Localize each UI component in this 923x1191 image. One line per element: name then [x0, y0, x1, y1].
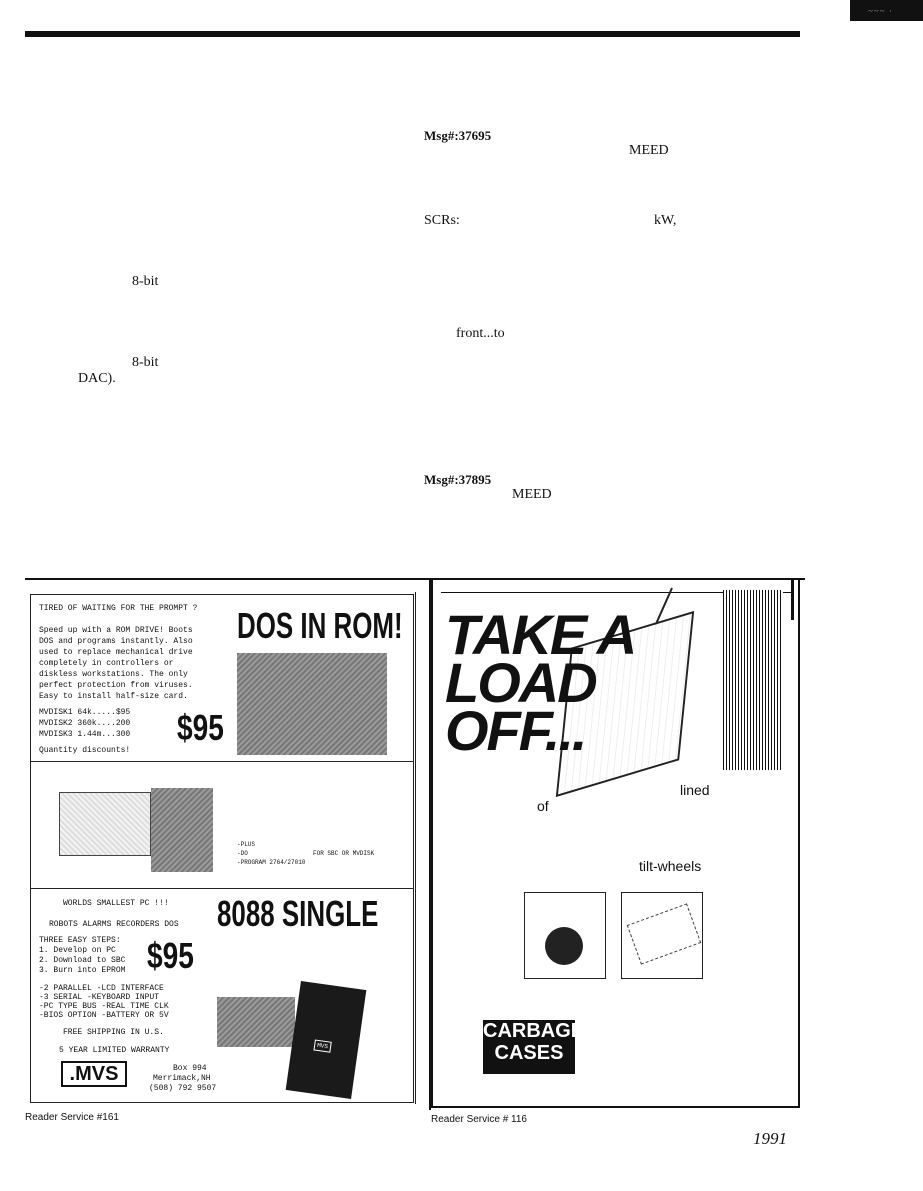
price-line: MVDISK2 360k....200	[39, 719, 131, 728]
price-tag: $95	[177, 707, 224, 748]
device-label: MVS	[313, 1039, 331, 1052]
ad-line: TIRED OF WAITING FOR THE PROMPT ?	[39, 604, 198, 613]
ad-line: DOS and programs instantly. Also	[39, 637, 193, 646]
programmer-line: -DO	[237, 850, 248, 857]
ad-line: ROBOTS ALARMS RECORDERS DOS	[49, 920, 179, 929]
keyboard-photo	[217, 997, 295, 1047]
ad-line: Easy to install half-size card.	[39, 692, 188, 701]
reader-service-161: Reader Service #161	[25, 1112, 119, 1123]
mvs-logo: .MVS	[61, 1061, 127, 1087]
programmer-line: -PROGRAM 2764/27010	[237, 859, 306, 866]
warranty-note: 5 YEAR LIMITED WARRANTY	[59, 1046, 170, 1055]
address-line: (508) 792 9507	[149, 1084, 217, 1093]
wheel-detail-illustration	[524, 892, 606, 979]
programmer-line: -PLUS	[237, 841, 256, 848]
text-of: of	[537, 798, 549, 814]
wheel-icon	[545, 927, 583, 965]
feature-line: -PC TYPE BUS -REAL TIME CLK	[39, 1002, 169, 1011]
text-kw: kW,	[654, 213, 677, 228]
text-scrs: SCRs:	[424, 213, 460, 228]
text-8bit-2: 8-bit	[132, 355, 159, 370]
text-front: front...to	[456, 326, 505, 341]
garbage-cases-logo	[483, 1020, 585, 1074]
step-line: 3. Burn into EPROM	[39, 966, 126, 975]
headline-line: LOAD	[445, 651, 596, 714]
dos-in-rom-headline: DOS IN ROM!	[237, 605, 403, 646]
price-tag: $95	[147, 935, 194, 976]
garbage-cases-advertisement	[431, 580, 800, 1108]
feature-line: -2 PARALLEL -LCD INTERFACE	[39, 984, 164, 993]
handle-detail-illustration	[621, 892, 703, 979]
corner-mark: ~~~ ·	[868, 6, 893, 16]
reader-service-116: Reader Service # 116	[431, 1114, 527, 1125]
discount-note: Quantity discounts!	[39, 746, 131, 755]
headline-line: OFF...	[445, 699, 586, 762]
handle-icon	[627, 903, 702, 964]
msg-number-1: Msg#:37695	[424, 128, 492, 143]
msg-number-2: Msg#:37895	[424, 472, 492, 487]
ad-line: used to replace mechanical drive	[39, 648, 193, 657]
sbc-device-photo	[286, 981, 367, 1099]
text-tilt-wheels: tilt-wheels	[639, 858, 702, 874]
ad-line: diskless workstations. The only	[39, 670, 188, 679]
step-line: 1. Develop on PC	[39, 946, 116, 955]
text-8bit-1: 8-bit	[132, 274, 159, 289]
single-board-headline: 8088 SINGLE	[217, 893, 379, 934]
address-line: Box 994	[173, 1064, 207, 1073]
logo-line: CASES	[494, 1042, 564, 1064]
text-meed-1: MEED	[629, 143, 669, 158]
shipping-note: FREE SHIPPING IN U.S.	[63, 1028, 164, 1037]
edge-stripe	[791, 580, 794, 620]
price-line: MVDISK1 64k.....$95	[39, 708, 131, 717]
dos-in-rom-panel	[30, 594, 414, 762]
text-lined: lined	[680, 782, 710, 798]
circuit-board-photo	[59, 792, 151, 856]
programmer-note: FOR SBC OR MVDISK	[313, 850, 375, 857]
step-line: THREE EASY STEPS:	[39, 936, 121, 945]
feature-line: -3 SERIAL -KEYBOARD INPUT	[39, 993, 160, 1002]
ad-line: completely in controllers or	[39, 659, 174, 668]
computer-user-photo	[237, 653, 387, 755]
ribbon-cable-photo	[151, 788, 213, 872]
text-meed-2: MEED	[512, 487, 552, 502]
text-dac: DAC).	[78, 371, 116, 386]
address-line: Merrimack,NH	[153, 1074, 211, 1083]
footer-year: 1991	[753, 1129, 787, 1148]
mvs-advertisement	[25, 592, 416, 1104]
ad-line: perfect protection from viruses.	[39, 681, 193, 690]
feature-line: -BIOS OPTION -BATTERY OR 5V	[39, 1011, 169, 1020]
step-line: 2. Download to SBC	[39, 956, 126, 965]
price-line: MVDISK3 1.44m...300	[39, 730, 131, 739]
single-board-panel	[30, 888, 414, 1103]
legs-illustration	[723, 590, 783, 770]
top-rule	[25, 31, 800, 37]
programmer-panel	[30, 761, 414, 889]
headline-line: TAKE A	[445, 603, 636, 666]
logo-line: CARBAGE	[483, 1020, 585, 1042]
ad-line: Speed up with a ROM DRIVE! Boots	[39, 626, 193, 635]
ad-line: WORLDS SMALLEST PC !!!	[63, 899, 169, 908]
